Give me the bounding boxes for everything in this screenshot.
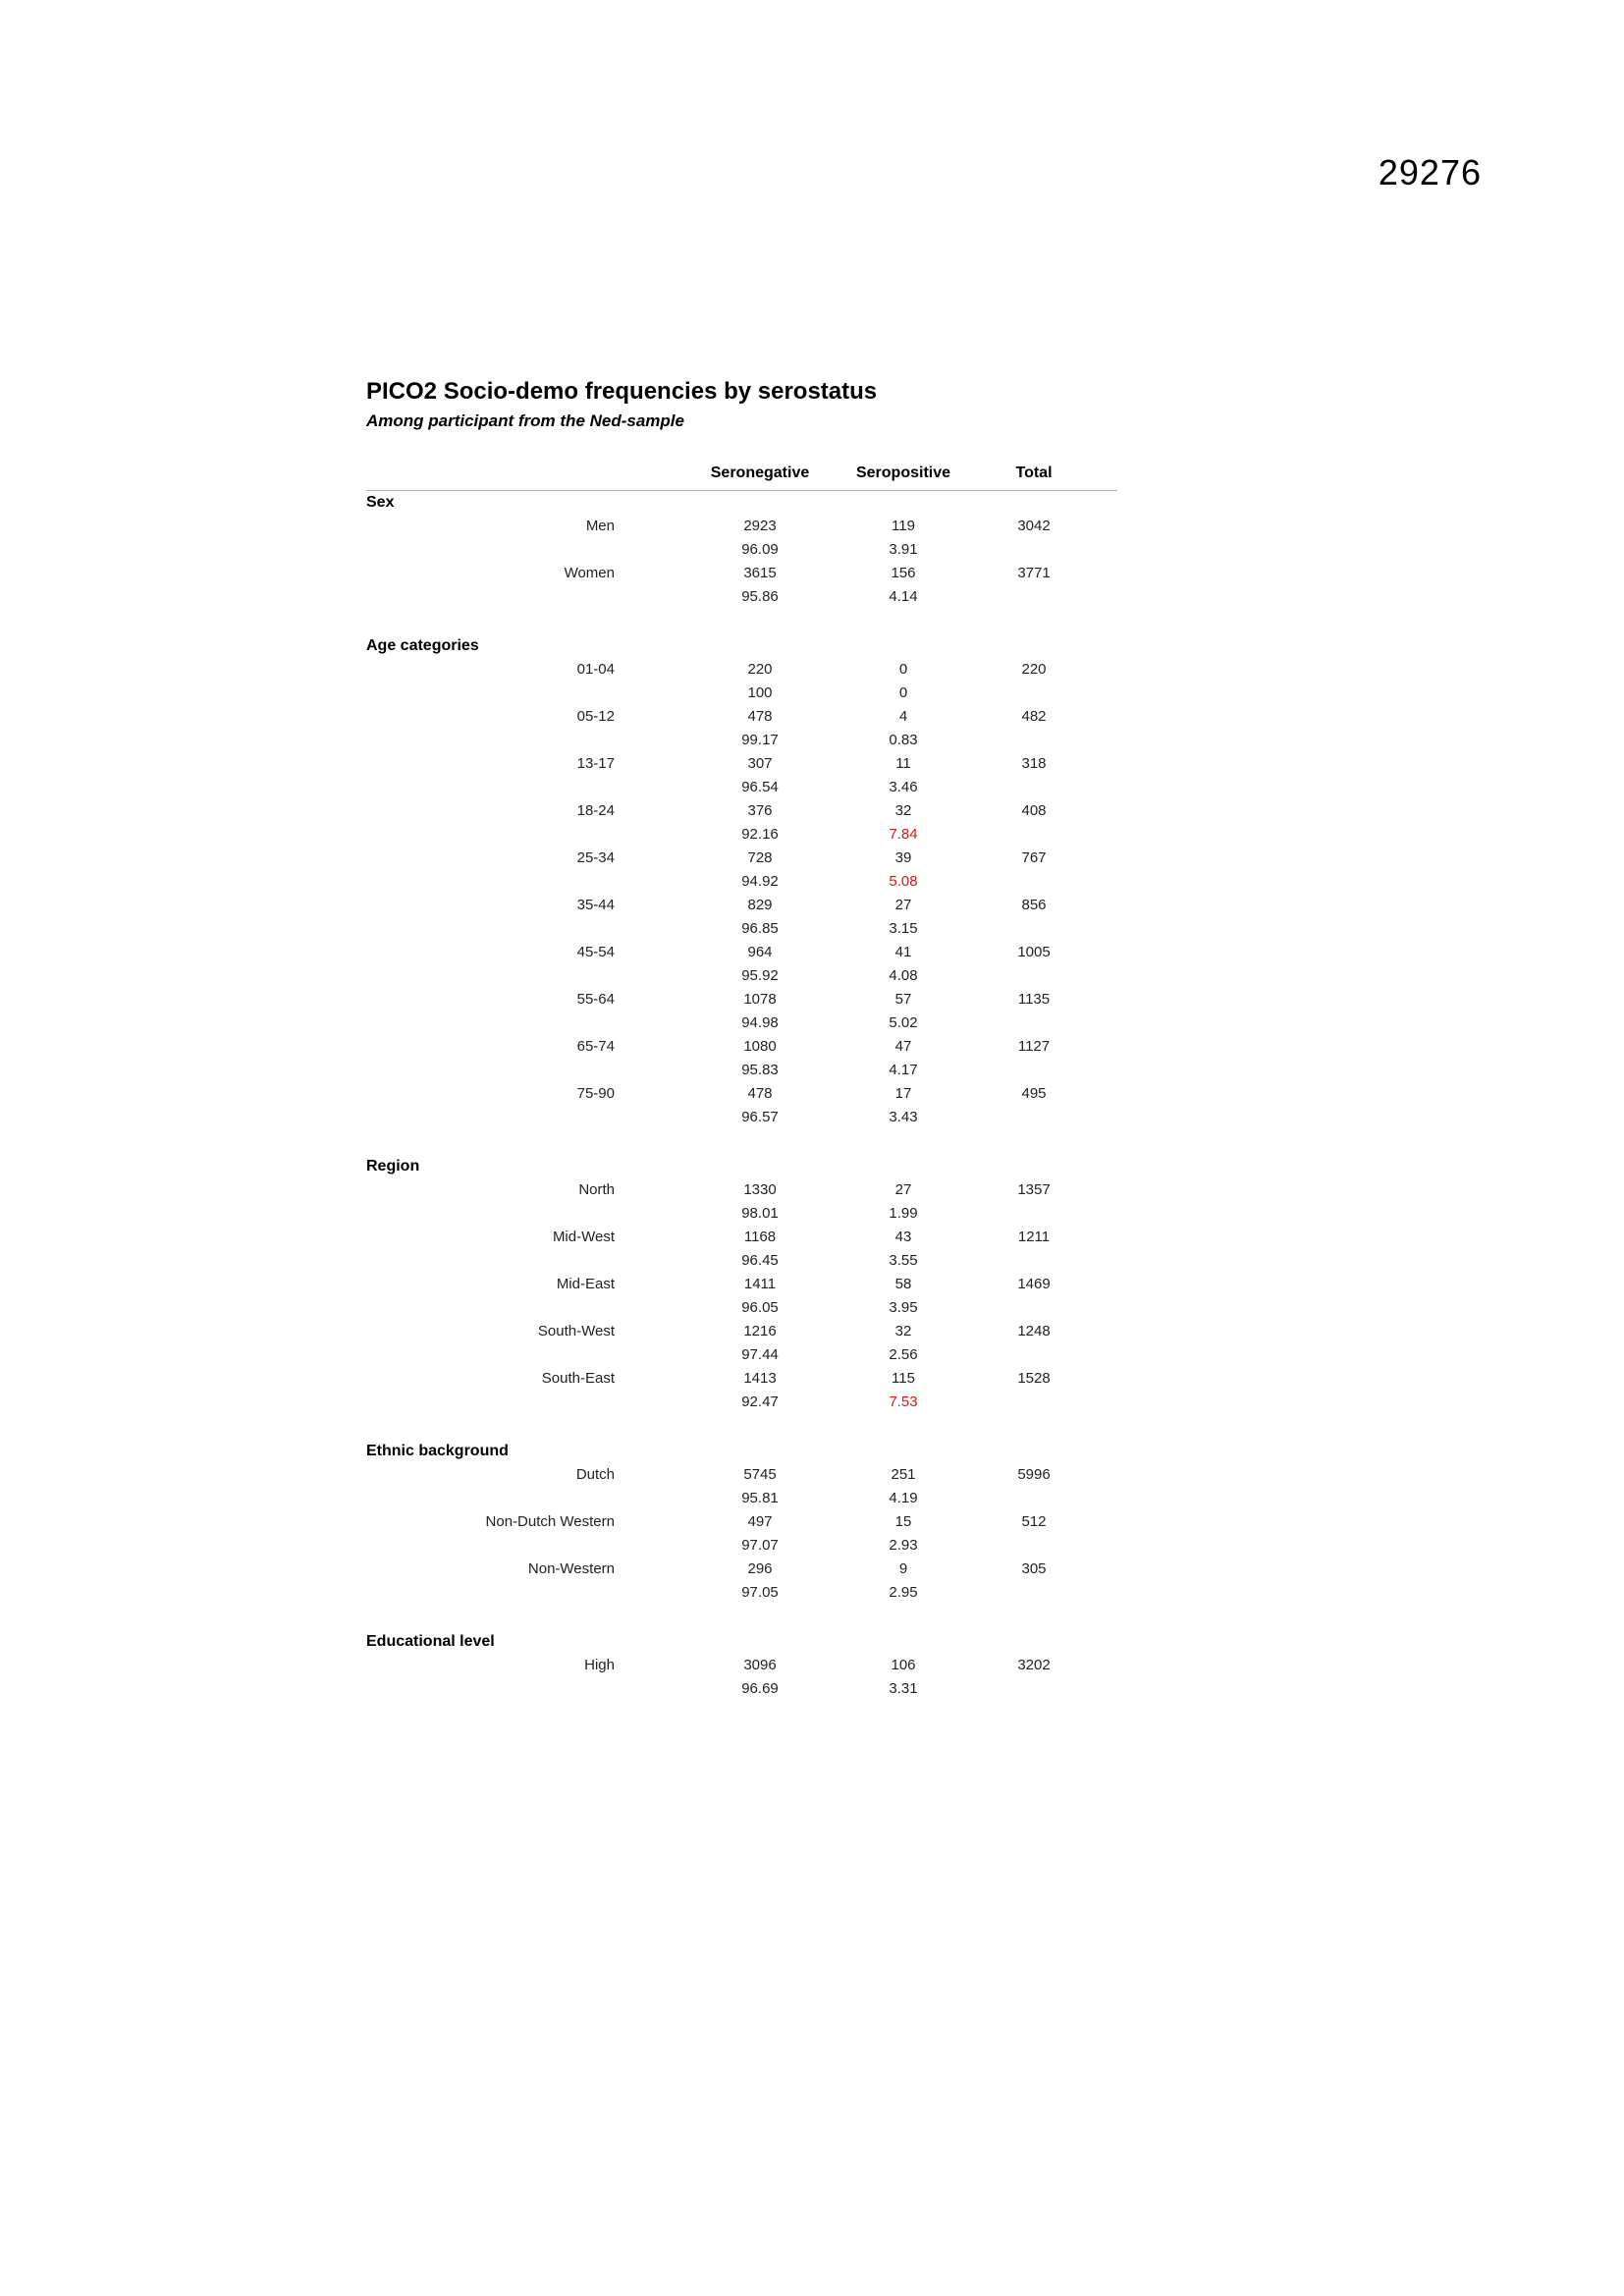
table-row — [366, 799, 1117, 823]
table-row — [366, 894, 1117, 917]
row-label: Mid-East — [556, 1276, 615, 1292]
section-title: Ethnic background — [366, 1443, 509, 1459]
table-section — [366, 1630, 1117, 1701]
seronegative-percent: 97.05 — [741, 1584, 779, 1601]
seronegative-percent: 95.92 — [741, 967, 779, 984]
seropositive-percent: 3.91 — [889, 541, 918, 558]
row-label: Non-Dutch Western — [485, 1513, 615, 1530]
seronegative-count: 1168 — [743, 1229, 777, 1245]
section-title: Educational level — [366, 1633, 495, 1650]
seronegative-count: 964 — [747, 944, 773, 960]
section-title: Region — [366, 1158, 420, 1175]
row-label: Women — [564, 565, 615, 581]
total-count: 1248 — [1017, 1323, 1051, 1339]
table-row — [366, 562, 1117, 585]
seropositive-percent: 7.53 — [889, 1394, 918, 1410]
seropositive-percent: 3.31 — [889, 1680, 918, 1697]
table-row-percent — [366, 585, 1117, 609]
total-count: 512 — [1021, 1513, 1047, 1530]
table-row — [366, 515, 1117, 538]
seropositive-count: 11 — [895, 755, 911, 772]
table-row — [366, 1226, 1117, 1249]
table-row — [366, 752, 1117, 776]
seronegative-percent: 96.57 — [741, 1109, 779, 1125]
total-count: 1469 — [1017, 1276, 1051, 1292]
table-row-percent — [366, 1677, 1117, 1701]
seronegative-percent: 96.69 — [741, 1680, 779, 1697]
seropositive-count: 32 — [894, 802, 912, 819]
table-row-percent — [366, 682, 1117, 705]
total-count: 1357 — [1017, 1181, 1051, 1198]
total-count: 3202 — [1017, 1657, 1051, 1673]
seropositive-percent: 4.08 — [889, 967, 918, 984]
seropositive-percent: 0 — [898, 684, 908, 701]
row-label: North — [578, 1181, 615, 1198]
table-body — [366, 491, 1117, 1701]
table-row — [366, 1654, 1117, 1677]
seropositive-count: 27 — [894, 1181, 912, 1198]
total-count: 318 — [1021, 755, 1047, 772]
row-label: Dutch — [575, 1466, 615, 1483]
table-row — [366, 705, 1117, 729]
seropositive-count: 15 — [894, 1513, 912, 1530]
table-row — [366, 1320, 1117, 1343]
table-row-percent — [366, 1202, 1117, 1226]
table-row — [366, 847, 1117, 870]
seropositive-count: 17 — [894, 1085, 912, 1102]
seronegative-percent: 95.81 — [741, 1490, 779, 1506]
seropositive-percent: 1.99 — [889, 1205, 918, 1222]
table-row-percent — [366, 729, 1117, 752]
table-row-percent — [366, 1011, 1117, 1035]
seropositive-percent: 0.83 — [889, 732, 918, 748]
seropositive-count: 32 — [894, 1323, 912, 1339]
table-row-percent — [366, 1343, 1117, 1367]
table-row — [366, 1558, 1117, 1581]
seronegative-percent: 94.98 — [741, 1014, 779, 1031]
section-spacer — [366, 1605, 1117, 1630]
table-row — [366, 1082, 1117, 1106]
total-count: 1127 — [1017, 1038, 1051, 1055]
seronegative-count: 1330 — [743, 1181, 777, 1198]
row-label: 45-54 — [576, 944, 615, 960]
table-title: PICO2 Socio-demo frequencies by serostatus — [366, 378, 878, 405]
total-count: 305 — [1021, 1560, 1047, 1577]
column-header-seropositive: Seropositive — [855, 465, 951, 481]
seronegative-count: 2923 — [743, 518, 777, 534]
row-label: 13-17 — [576, 755, 615, 772]
seronegative-percent: 95.86 — [741, 588, 779, 605]
row-label: 25-34 — [576, 849, 615, 866]
section-spacer — [366, 609, 1117, 634]
seropositive-percent: 3.46 — [889, 779, 918, 795]
table-row — [366, 988, 1117, 1011]
seropositive-count: 47 — [894, 1038, 912, 1055]
seronegative-count: 220 — [747, 661, 773, 678]
seropositive-count: 0 — [898, 661, 908, 678]
table-row-percent — [366, 917, 1117, 941]
table-row — [366, 941, 1117, 964]
table-row-percent — [366, 964, 1117, 988]
seronegative-count: 478 — [747, 1085, 773, 1102]
row-label: Mid-West — [552, 1229, 615, 1245]
seronegative-count: 497 — [747, 1513, 773, 1530]
column-header-total: Total — [1015, 465, 1053, 481]
seronegative-count: 1411 — [743, 1276, 777, 1292]
row-label: 05-12 — [576, 708, 615, 725]
seropositive-count: 57 — [894, 991, 912, 1008]
table-row — [366, 1367, 1117, 1391]
total-count: 408 — [1021, 802, 1047, 819]
table-section — [366, 491, 1117, 609]
seropositive-percent: 3.15 — [889, 920, 918, 937]
seronegative-percent: 94.92 — [741, 873, 779, 890]
total-count: 1211 — [1017, 1229, 1051, 1245]
seropositive-percent: 3.43 — [889, 1109, 918, 1125]
seropositive-percent: 4.14 — [889, 588, 918, 605]
seropositive-percent: 3.95 — [889, 1299, 918, 1316]
seronegative-count: 3096 — [743, 1657, 777, 1673]
seronegative-percent: 92.16 — [741, 826, 779, 843]
seropositive-count: 251 — [891, 1466, 916, 1483]
table-row-percent — [366, 1534, 1117, 1558]
seronegative-count: 478 — [747, 708, 773, 725]
seropositive-count: 43 — [894, 1229, 912, 1245]
total-count: 5996 — [1017, 1466, 1051, 1483]
table-row-percent — [366, 1106, 1117, 1129]
row-label: Non-Western — [527, 1560, 615, 1577]
seronegative-percent: 96.54 — [741, 779, 779, 795]
seronegative-percent: 96.05 — [741, 1299, 779, 1316]
row-label: High — [584, 1657, 615, 1673]
table-row-percent — [366, 870, 1117, 894]
seropositive-percent: 7.84 — [889, 826, 918, 843]
table-row-percent — [366, 823, 1117, 847]
section-spacer — [366, 1414, 1117, 1440]
total-count: 1528 — [1017, 1370, 1051, 1387]
seropositive-count: 106 — [891, 1657, 916, 1673]
seronegative-percent: 100 — [747, 684, 773, 701]
total-count: 1135 — [1017, 991, 1051, 1008]
table-row-percent — [366, 1296, 1117, 1320]
seropositive-percent: 5.08 — [889, 873, 918, 890]
total-count: 3771 — [1017, 565, 1051, 581]
seronegative-count: 829 — [747, 897, 773, 913]
seronegative-count: 1078 — [743, 991, 777, 1008]
row-label: 75-90 — [576, 1085, 615, 1102]
section-title: Age categories — [366, 637, 479, 654]
table-row-percent — [366, 776, 1117, 799]
seropositive-count: 39 — [894, 849, 912, 866]
total-count: 495 — [1021, 1085, 1047, 1102]
seropositive-percent: 2.93 — [889, 1537, 918, 1554]
section-title: Sex — [366, 494, 395, 511]
seropositive-count: 156 — [891, 565, 916, 581]
seronegative-percent: 99.17 — [741, 732, 779, 748]
seronegative-percent: 92.47 — [741, 1394, 779, 1410]
seropositive-count: 115 — [892, 1370, 915, 1387]
seronegative-percent: 96.85 — [741, 920, 779, 937]
seronegative-count: 728 — [747, 849, 773, 866]
seronegative-count: 1413 — [743, 1370, 777, 1387]
column-header-row — [366, 463, 1117, 491]
seronegative-percent: 95.83 — [741, 1062, 779, 1078]
row-label: South-West — [537, 1323, 615, 1339]
seropositive-percent: 4.19 — [889, 1490, 918, 1506]
row-label: South-East — [541, 1370, 615, 1387]
table-row — [366, 658, 1117, 682]
section-spacer — [366, 1129, 1117, 1155]
table-row — [366, 1178, 1117, 1202]
seropositive-count: 119 — [892, 518, 915, 534]
table-section — [366, 1440, 1117, 1605]
table-row — [366, 1273, 1117, 1296]
table-row-percent — [366, 1059, 1117, 1082]
table-section — [366, 1155, 1117, 1414]
total-count: 767 — [1021, 849, 1047, 866]
row-label: 18-24 — [576, 802, 615, 819]
seronegative-count: 296 — [747, 1560, 773, 1577]
seronegative-count: 376 — [747, 802, 773, 819]
row-label: Men — [585, 518, 615, 534]
seropositive-count: 4 — [898, 708, 908, 725]
seropositive-count: 9 — [898, 1560, 908, 1577]
table-section — [366, 634, 1117, 1129]
seropositive-percent: 5.02 — [889, 1014, 918, 1031]
seronegative-percent: 96.45 — [741, 1252, 779, 1269]
table-row — [366, 1510, 1117, 1534]
table-row-percent — [366, 1249, 1117, 1273]
table-row-percent — [366, 1391, 1117, 1414]
seropositive-percent: 2.95 — [889, 1584, 918, 1601]
page-number: 29276 — [1378, 152, 1482, 192]
total-count: 3042 — [1017, 518, 1051, 534]
seropositive-count: 58 — [894, 1276, 912, 1292]
seronegative-count: 1216 — [743, 1323, 777, 1339]
total-count: 1005 — [1017, 944, 1051, 960]
total-count: 220 — [1021, 661, 1047, 678]
total-count: 482 — [1021, 708, 1047, 725]
table-subtitle: Among participant from the Ned-sample — [366, 411, 684, 430]
document-body — [366, 376, 1117, 1701]
row-label: 55-64 — [576, 991, 615, 1008]
seronegative-count: 5745 — [743, 1466, 777, 1483]
column-header-seronegative: Seronegative — [710, 465, 810, 481]
seronegative-percent: 96.09 — [741, 541, 779, 558]
seropositive-count: 27 — [894, 897, 912, 913]
table-row-percent — [366, 1581, 1117, 1605]
row-label: 01-04 — [576, 661, 615, 678]
seronegative-percent: 97.44 — [741, 1346, 779, 1363]
table-row — [366, 1035, 1117, 1059]
row-label: 65-74 — [576, 1038, 615, 1055]
seronegative-count: 3615 — [743, 565, 777, 581]
table-row-percent — [366, 1487, 1117, 1510]
table-row-percent — [366, 538, 1117, 562]
total-count: 856 — [1021, 897, 1047, 913]
seropositive-percent: 3.55 — [889, 1252, 918, 1269]
seronegative-count: 307 — [747, 755, 773, 772]
seronegative-percent: 97.07 — [741, 1537, 779, 1554]
table-row — [366, 1463, 1117, 1487]
seronegative-count: 1080 — [743, 1038, 777, 1055]
seropositive-percent: 2.56 — [889, 1346, 918, 1363]
seropositive-percent: 4.17 — [889, 1062, 918, 1078]
seronegative-percent: 98.01 — [741, 1205, 779, 1222]
seropositive-count: 41 — [894, 944, 912, 960]
row-label: 35-44 — [576, 897, 615, 913]
